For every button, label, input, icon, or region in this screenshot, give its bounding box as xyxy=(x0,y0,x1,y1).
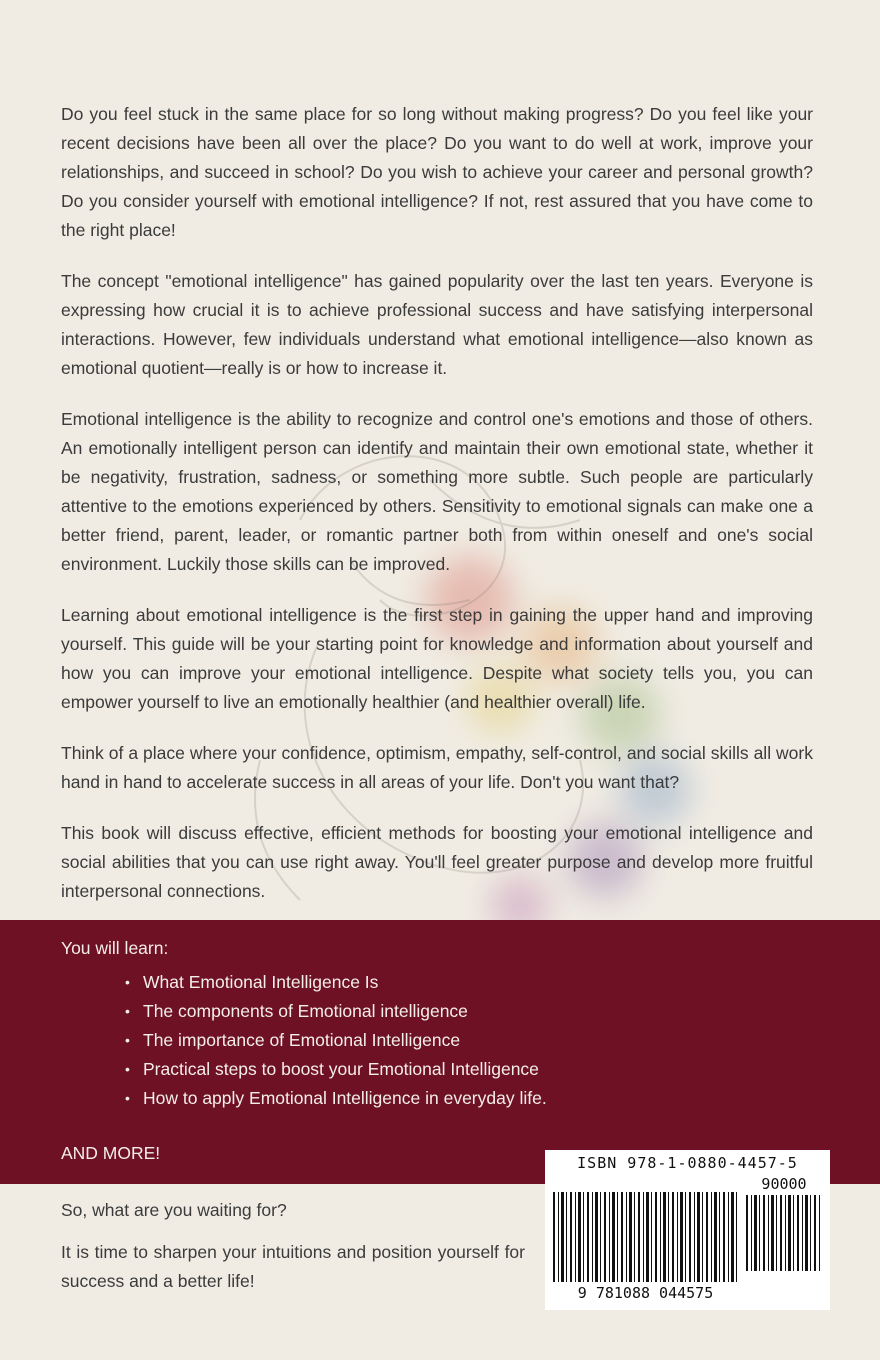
learn-item-label: How to apply Emotional Intelligence in everyday life. xyxy=(143,1088,547,1108)
isbn-label: ISBN 978-1-0880-4457-5 xyxy=(577,1154,798,1172)
body-paragraph: Think of a place where your confidence, optimism, empathy, self-control, and social skills all work hand in hand to accelerate success in all areas of your life. Don't you want that? xyxy=(61,743,813,792)
outro-call-to-action: It is time to sharpen your intuitions and position yourself for success and a better life! xyxy=(61,1242,525,1291)
learn-heading: You will learn: xyxy=(61,938,169,958)
body-paragraph: This book will discuss effective, efficient methods for boosting your emotional intelligence and social abilities that you can use right away. You'll feel greater purpose and develop more fruitful interpersonal connections. xyxy=(61,823,813,901)
body-paragraph: Emotional intelligence is the ability to recognize and control one's emotions and those of others. An emotionally intelligent person can identify and maintain their own emotional state, whether it be negativity, frustration, sadness, or something more subtle. Such people are particularly attentive to the emotions experienced by others. Sensitivity to emotional signals can make one a better friend, parent, leader, or romantic partner both from within oneself and one's social environment. Luckily those skills can be improved. xyxy=(61,409,813,574)
and-more-text: AND MORE! xyxy=(61,1143,161,1163)
barcode-row xyxy=(553,1175,822,1302)
barcode-main xyxy=(553,1175,738,1302)
learn-item-label: What Emotional Intelligence Is xyxy=(143,972,379,992)
learn-item-label: Practical steps to boost your Emotional Intelligence xyxy=(143,1059,539,1079)
barcode-bars xyxy=(553,1192,738,1282)
body-paragraph: Do you feel stuck in the same place for so long without making progress? Do you feel like your recent decisions have been all over the place? Do you want to do well at work, improve your relationships, and succeed in school? Do you wish to achieve your career and personal growth? Do you consider yourself with emotional intelligence? If not, rest assured that you have come to the right place! xyxy=(61,104,813,240)
learn-item-label: The importance of Emotional Intelligence xyxy=(143,1030,461,1050)
learn-item xyxy=(125,997,813,1026)
barcode-addon-number: 90000 xyxy=(761,1175,807,1193)
learn-item xyxy=(125,1084,813,1113)
you-will-learn-band xyxy=(0,920,880,1184)
outro-section xyxy=(0,1184,530,1296)
learn-item-label: The components of Emotional intelligence xyxy=(143,1001,468,1021)
barcode xyxy=(545,1150,830,1310)
learn-item xyxy=(125,1055,813,1084)
barcode-addon xyxy=(746,1175,822,1271)
barcode-number: 9 781088 044575 xyxy=(577,1284,714,1302)
body-paragraph: The concept "emotional intelligence" has gained popularity over the last ten years. Everyone is expressing how crucial it is to achieve professional success and have satisfying interpersonal interactions. However, few individuals understand what emotional intelligence—also known as emotional quotient—really is or how to increase it. xyxy=(61,271,813,378)
body-paragraph: Learning about emotional intelligence is the first step in gaining the upper hand and improving yourself. This guide will be your starting point for knowledge and information about yourself and how you can improve your emotional intelligence. Despite what society tells you, you can empower yourself to live an emotionally healthier (and healthier overall) life. xyxy=(61,605,813,712)
barcode-addon-bars xyxy=(746,1195,822,1271)
learn-list xyxy=(125,968,813,1113)
learn-item xyxy=(125,1026,813,1055)
outro-question: So, what are you waiting for? xyxy=(61,1200,287,1220)
learn-item xyxy=(125,968,813,997)
